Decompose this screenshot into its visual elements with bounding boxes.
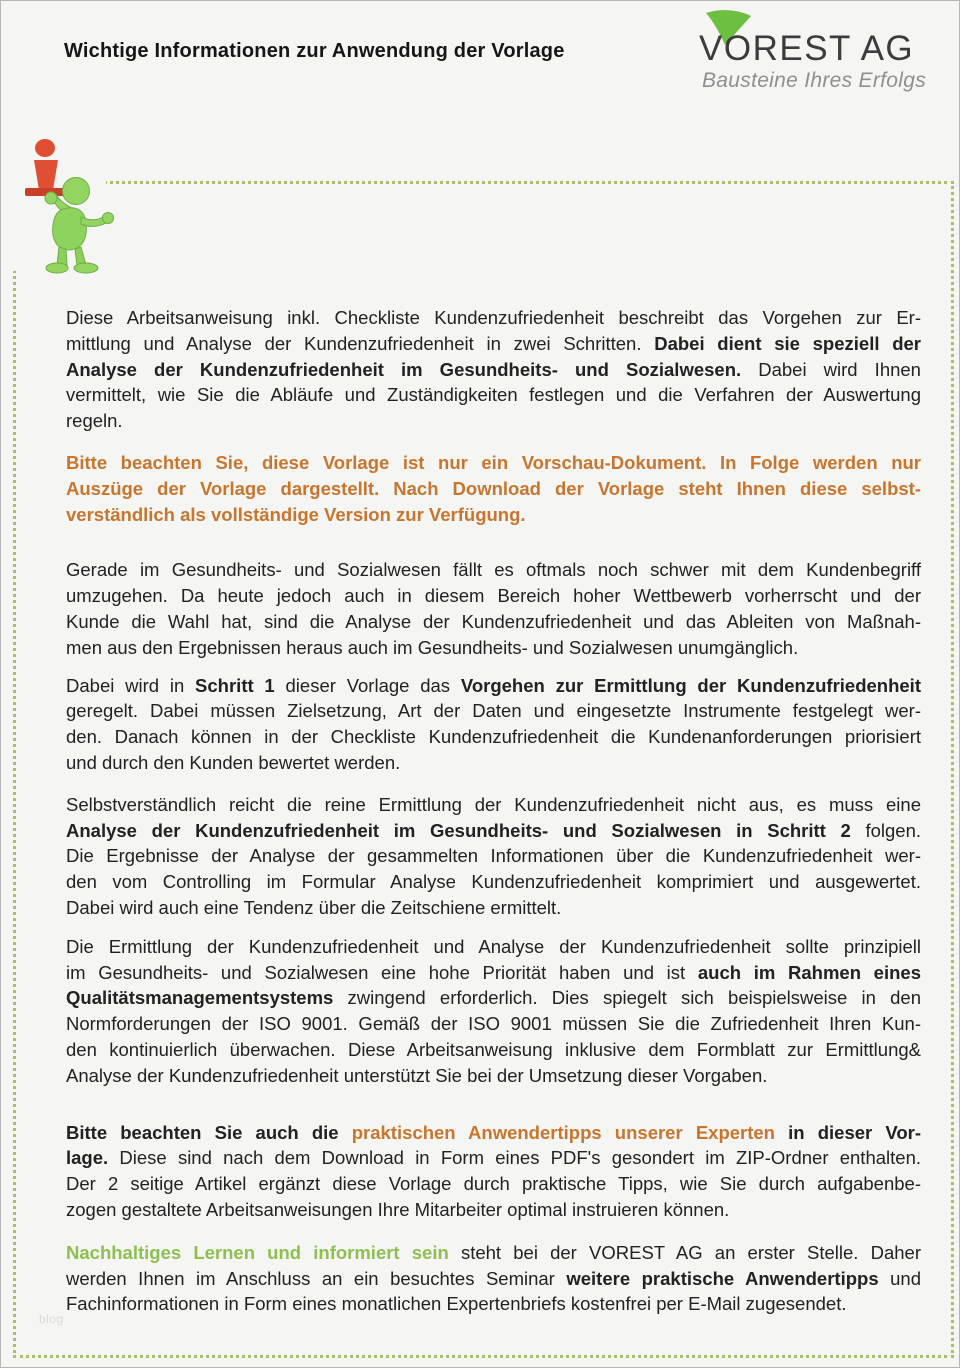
text-segment: men aus den Ergebnissen heraus auch im Gesundheits- und Sozialwesen unumgänglich. bbox=[66, 636, 799, 658]
text-segment: folgen. bbox=[850, 819, 921, 841]
text-segment: den kontinuierlich überwachen. Diese Arbeitsanweisung inklusive dem Formblatt zur Ermittlung& bbox=[66, 1038, 921, 1060]
text-segment: und durch den Kunden bewertet werden. bbox=[66, 751, 401, 773]
text-segment: Gerade im Gesundheits- und Sozialwesen fällt es oftmals noch schwer mit dem Kundenbegriff bbox=[66, 559, 921, 581]
text-segment: Dabei wird auch eine Tendenz über die Zeitschiene ermittelt. bbox=[66, 896, 562, 918]
text-line bbox=[66, 895, 921, 921]
watermark-label: blog bbox=[39, 1312, 64, 1326]
text-segment: weitere praktische Anwendertipps bbox=[566, 1267, 879, 1289]
text-line bbox=[66, 408, 921, 434]
text-line bbox=[66, 609, 921, 635]
page-title: Wichtige Informationen zur Anwendung der Vorlage bbox=[64, 40, 565, 62]
text-line bbox=[66, 1145, 921, 1171]
logo-company-name: VOREST AG bbox=[699, 29, 915, 68]
text-segment: Diese sind nach dem Download in Form eines PDF's gesondert im ZIP-Ordner enthalten. bbox=[119, 1147, 921, 1169]
text-segment: umzugehen. Da heute jedoch auch in diesem Bereich hoher Wettbewerb vorherrscht und der bbox=[66, 585, 921, 607]
text-line bbox=[66, 843, 921, 869]
text-segment: Normforderungen der ISO 9001. Gemäß der ISO 9001 müssen Sie die Zufriedenheit Ihren Kun- bbox=[66, 1013, 921, 1035]
text-line bbox=[66, 934, 921, 960]
text-line bbox=[66, 985, 921, 1011]
text-segment: Bitte beachten Sie auch die bbox=[66, 1121, 352, 1143]
body-paragraphs bbox=[66, 305, 921, 1317]
text-segment: geregelt. Dabei müssen Zielsetzung, Art der Daten und eingesetzte Instrumente festgelegt wer- bbox=[66, 700, 921, 722]
text-segment: Kunde die Wahl hat, sind die Analyse der Kundenzufriedenheit und das Ableiten von Maßnah- bbox=[66, 610, 921, 632]
text-segment: in dieser Vor- bbox=[774, 1121, 921, 1143]
text-line bbox=[66, 724, 921, 750]
paragraph bbox=[66, 792, 921, 921]
text-line bbox=[66, 1197, 921, 1223]
text-line bbox=[66, 750, 921, 776]
text-line bbox=[66, 1266, 921, 1292]
text-line bbox=[66, 557, 921, 583]
text-line bbox=[66, 476, 921, 502]
text-segment: Analyse der Kundenzufriedenheit unterstützt Sie bei der Umsetzung dieser Vorgaben. bbox=[66, 1064, 768, 1086]
text-line bbox=[66, 1120, 921, 1146]
text-segment: regeln. bbox=[66, 410, 123, 432]
text-segment: Qualitätsmanagementsystems bbox=[66, 987, 334, 1009]
text-line bbox=[66, 792, 921, 818]
paragraph bbox=[66, 1240, 921, 1317]
text-segment: steht bei der VOREST AG an erster Stelle. Daher bbox=[448, 1241, 921, 1263]
text-line bbox=[66, 450, 921, 476]
text-segment: Analyse der Kundenzufriedenheit im Gesundheits- und Sozialwesen. bbox=[66, 358, 759, 380]
text-line bbox=[66, 818, 921, 844]
text-segment: Die Ermittlung der Kundenzufriedenheit und Analyse der Kundenzufriedenheit sollte prinzipiell bbox=[66, 935, 921, 957]
text-segment: Auszüge der Vorlage dargestellt. Nach Download der Vorlage steht Ihnen diese selbst- bbox=[66, 477, 921, 499]
text-segment: zwingend erforderlich. Dies spiegelt sich beispielsweise in den bbox=[333, 987, 921, 1009]
text-segment: Selbstverständlich reicht die reine Ermittlung der Kundenzufriedenheit nicht aus, es muss eine bbox=[66, 793, 921, 815]
text-line bbox=[66, 673, 921, 699]
text-segment: Dabei dient sie speziell der bbox=[654, 332, 921, 354]
text-line bbox=[66, 1240, 921, 1266]
text-segment: auch im Rahmen eines bbox=[697, 961, 921, 983]
text-line bbox=[66, 635, 921, 661]
text-segment: Die Ergebnisse der Analyse der gesammelten Informationen über die Kundenzufriedenheit wer- bbox=[66, 845, 921, 867]
text-segment: zogen gestaltete Arbeitsanweisungen Ihre Mitarbeiter optimal instruieren können. bbox=[66, 1198, 730, 1220]
letter-i-icon bbox=[25, 139, 65, 196]
text-segment: den. Danach können in der Checkliste Kundenzufriedenheit die Kundenanforderungen priorisiert bbox=[66, 726, 921, 748]
logo-tagline: Bausteine Ihres Erfolgs bbox=[702, 69, 927, 92]
text-segment: vermittelt, wie Sie die Abläufe und Zuständigkeiten festlegen und die Verfahren der Auswertung bbox=[66, 384, 921, 406]
text-line bbox=[66, 960, 921, 986]
text-line bbox=[66, 698, 921, 724]
info-person-icon bbox=[15, 131, 115, 281]
text-segment: Analyse der Kundenzufriedenheit im Gesundheits- und Sozialwesen in Schritt 2 bbox=[66, 819, 851, 841]
text-line bbox=[66, 331, 921, 357]
paragraph bbox=[66, 673, 921, 776]
paragraph bbox=[66, 934, 921, 1089]
text-segment: Bitte beachten Sie, diese Vorlage ist nur ein Vorschau-Dokument. In Folge werden nur bbox=[66, 451, 921, 473]
text-line bbox=[66, 1063, 921, 1089]
text-segment: Dabei wird in bbox=[66, 674, 196, 696]
text-line bbox=[66, 583, 921, 609]
text-line bbox=[66, 1291, 921, 1317]
text-segment: Dabei wird Ihnen bbox=[758, 358, 921, 380]
text-segment: Der 2 seitige Artikel ergänzt diese Vorlage durch praktische Tipps, wie Sie durch aufgabenbe- bbox=[66, 1173, 921, 1195]
text-segment: Schritt 1 bbox=[195, 674, 275, 696]
text-line bbox=[66, 869, 921, 895]
text-segment: Vorgehen zur Ermittlung der Kundenzufriedenheit bbox=[460, 674, 921, 696]
text-line bbox=[66, 305, 921, 331]
paragraph bbox=[66, 1120, 921, 1223]
text-segment: mittlung und Analyse der Kundenzufriedenheit in zwei Schritten. bbox=[66, 332, 655, 354]
paragraph bbox=[66, 305, 921, 434]
text-segment: den vom Controlling im Formular Analyse Kundenzufriedenheit komprimiert und ausgewertet. bbox=[66, 871, 921, 893]
text-line bbox=[66, 1037, 921, 1063]
text-segment: Fachinformationen in Form eines monatlichen Expertenbriefs kostenfrei per E-Mail zugesendet. bbox=[66, 1293, 847, 1315]
text-line bbox=[66, 382, 921, 408]
paragraph bbox=[66, 450, 921, 527]
text-line bbox=[66, 502, 921, 528]
text-segment: im Gesundheits- und Sozialwesen eine hohe Priorität haben und ist bbox=[66, 961, 698, 983]
text-segment: und bbox=[878, 1267, 922, 1289]
vorest-logo bbox=[699, 5, 929, 101]
text-segment: lage. bbox=[66, 1147, 120, 1169]
text-segment: praktischen Anwendertipps unserer Experten bbox=[351, 1121, 775, 1143]
text-segment: werden Ihnen im Anschluss an ein besuchtes Seminar bbox=[66, 1267, 567, 1289]
text-segment: Diese Arbeitsanweisung inkl. Checkliste Kundenzufriedenheit beschreibt das Vorgehen zur Er- bbox=[66, 307, 921, 328]
text-line bbox=[66, 1011, 921, 1037]
text-segment: dieser Vorlage das bbox=[274, 674, 461, 696]
paragraph bbox=[66, 557, 921, 660]
text-line bbox=[66, 357, 921, 383]
text-line bbox=[66, 1171, 921, 1197]
text-segment: verständlich als vollständige Version zur Verfügung. bbox=[66, 503, 526, 525]
text-segment: Nachhaltiges Lernen und informiert sein bbox=[66, 1241, 449, 1263]
